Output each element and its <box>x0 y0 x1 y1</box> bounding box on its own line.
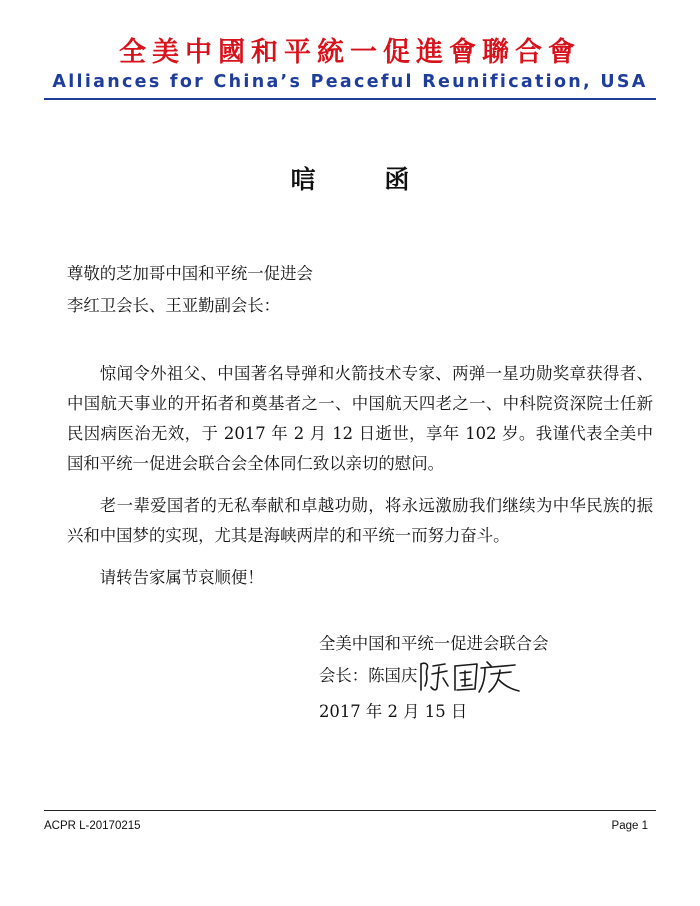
sender-title-name: 会长：陈国庆 <box>319 666 418 685</box>
letter-body <box>67 359 653 593</box>
sender-organization: 全美中国和平统一促进会联合会 <box>319 634 549 653</box>
letterhead-divider <box>44 98 656 100</box>
document-reference: ACPR L-20170215 <box>44 820 141 832</box>
page-number: Page 1 <box>611 820 648 832</box>
letterhead-chinese-name: 全美中國和平統一促進會聯合會 <box>119 37 581 68</box>
salutation-line-organization: 尊敬的芝加哥中国和平统一促进会 <box>67 264 313 283</box>
handwritten-signature <box>415 656 535 696</box>
footer-divider <box>44 810 656 811</box>
letterhead-english-name: Alliances for China’s Peaceful Reunification, USA <box>52 72 648 92</box>
body-paragraph-closing: 请转告家属节哀顺便！ <box>99 568 264 587</box>
salutation <box>67 258 657 322</box>
salutation-line-recipients: 李红卫会长、王亚勤副会长： <box>67 296 281 315</box>
letter-date: 2017 年 2 月 15 日 <box>319 702 468 721</box>
signature-block <box>319 628 659 728</box>
sender-title-line <box>319 660 659 692</box>
letter-title: 唁 函 <box>290 165 440 194</box>
body-paragraph-condolence: 惊闻令外祖父、中国著名导弹和火箭技术专家、两弹一星功勋奖章获得者、中国航天事业的开拓者和奠基者之一、中国航天四老之一、中科院资深院士任新民因病医治无效，于 2017 年 2 月 12 日逝世，享年 102 岁。我谨代表全美中国和平统一促进会联合会全体同仁致以亲切的慰问。 <box>67 364 653 473</box>
body-paragraph-tribute: 老一辈爱国者的无私奉献和卓越功勋，将永远激励我们继续为中华民族的振兴和中国梦的实现，尤其是海峡两岸的和平统一而努力奋斗。 <box>67 496 653 545</box>
